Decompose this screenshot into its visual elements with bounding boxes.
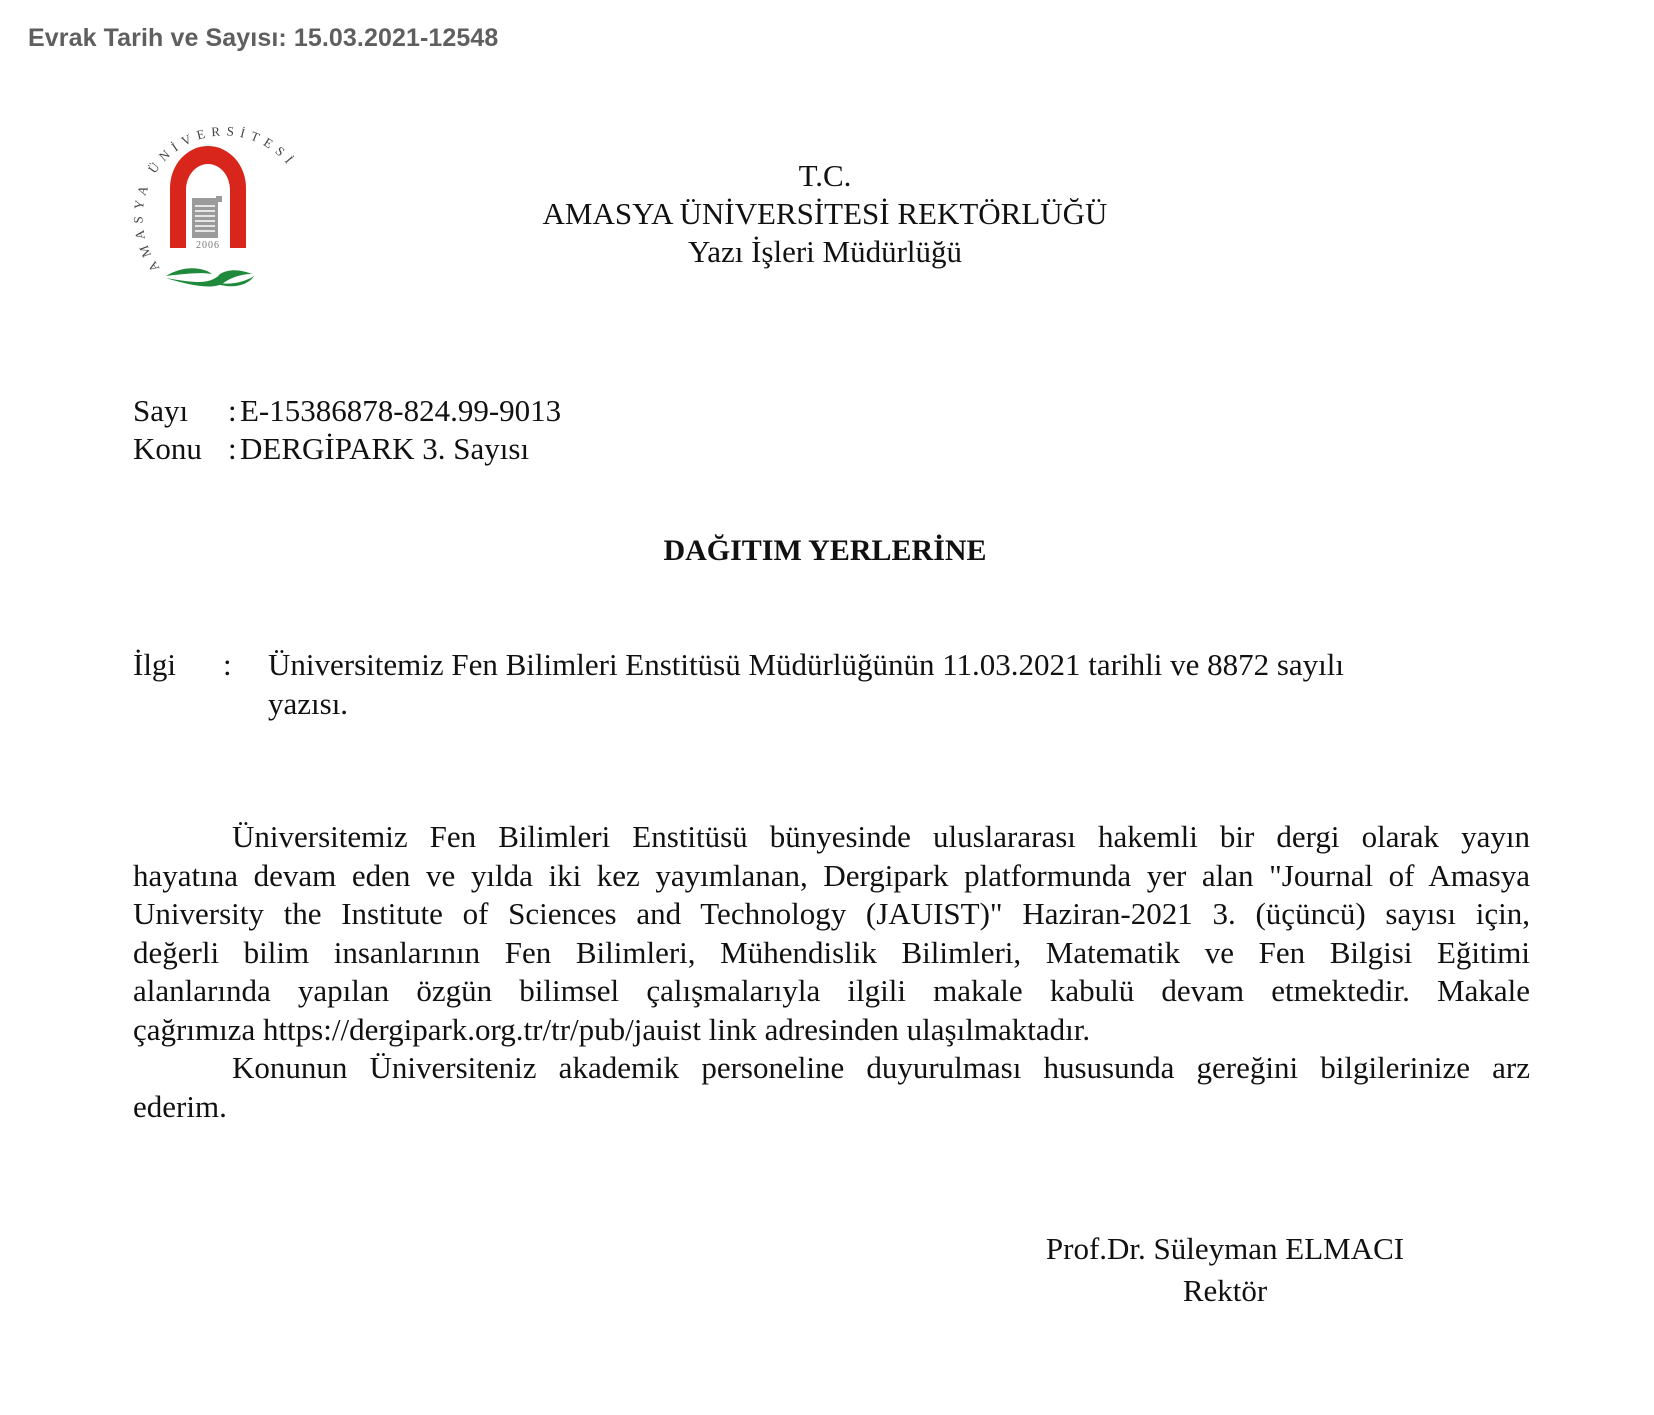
reference-label: İlgi <box>133 647 177 682</box>
body-line: değerli bilim insanlarının Fen Bilimleri, Mühendislik Bilimleri, Matematik ve Fen Bilgisi Eğitimi <box>133 934 1530 970</box>
letterhead-institution: AMASYA ÜNİVERSİTESİ REKTÖRLÜĞÜ <box>542 196 1108 231</box>
reference-line-1: Üniversitemiz Fen Bilimleri Enstitüsü Müdürlüğünün 11.03.2021 tarihli ve 8872 sayılı <box>268 647 1345 682</box>
university-logo <box>130 118 330 318</box>
document-date-number-stamp: Evrak Tarih ve Sayısı: 15.03.2021-12548 <box>28 24 499 52</box>
body-line: alanlarında yapılan özgün bilimsel çalışmalarıyla ilgili makale kabulü devam etmektedir. Makale <box>133 973 1530 1008</box>
sayi-colon: : <box>228 393 237 428</box>
logo-ring-text: AMASYA ÜNİVERSİTESİ <box>130 123 301 275</box>
body-line: ederim. <box>133 1088 227 1124</box>
signatory-name: Prof.Dr. Süleyman ELMACI <box>1045 1231 1405 1266</box>
signatory-title: Rektör <box>1182 1273 1268 1308</box>
body-line: Üniversitemiz Fen Bilimleri Enstitüsü bünyesinde uluslararası hakemli bir dergi olarak yayın <box>232 819 1530 854</box>
sayi-label: Sayı <box>133 393 189 428</box>
body-line: University the Institute of Sciences and Technology (JAUIST)" Haziran-2021 3. (üçüncü) sayısı için, <box>133 896 1530 931</box>
body-line: Konunun Üniversiteniz akademik personeline duyurulması hususunda gereğini bilgilerinize arz <box>232 1050 1530 1085</box>
reference-colon: : <box>223 647 232 682</box>
body-line: hayatına devam eden ve yılda iki kez yayımlanan, Dergipark platformunda yer alan "Journal of Amasya <box>133 857 1530 893</box>
sayi-value: E-15386878-824.99-9013 <box>240 393 562 428</box>
logo-book <box>192 198 218 238</box>
meta-row-konu <box>133 430 561 468</box>
signature-block <box>1000 1228 1450 1312</box>
body-line: çağrımıza https://dergipark.org.tr/tr/pub/jauist link adresinden ulaşılmaktadır. <box>133 1011 1091 1047</box>
reference-section <box>133 645 1433 723</box>
reference-text <box>268 645 1433 723</box>
recipient-heading: DAĞITIM YERLERİNE <box>663 534 987 567</box>
logo-year: 2006 <box>196 240 220 251</box>
letterhead-department: Yazı İşleri Müdürlüğü <box>687 234 963 269</box>
konu-value: DERGİPARK 3. Sayısı <box>240 431 530 466</box>
university-seal-icon <box>130 118 330 318</box>
letter-body <box>133 818 1530 1126</box>
document-meta <box>133 392 561 468</box>
meta-row-sayi <box>133 392 561 430</box>
konu-label: Konu <box>133 431 202 466</box>
konu-colon: : <box>228 431 237 466</box>
reference-line-2: yazısı. <box>268 686 349 721</box>
letterhead-country: T.C. <box>798 158 852 193</box>
letterhead <box>440 157 1210 271</box>
